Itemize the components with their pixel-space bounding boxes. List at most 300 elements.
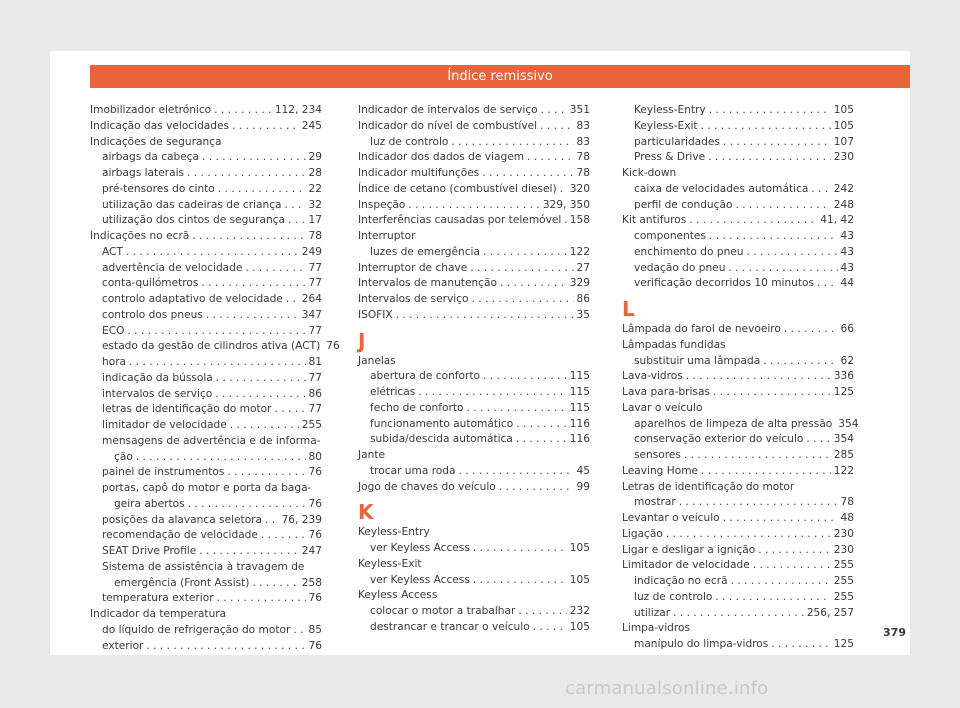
dot-leader: [689, 213, 817, 229]
page-reference: 105: [569, 620, 590, 633]
dot-leader: [817, 276, 837, 292]
page-reference: 17: [308, 214, 322, 227]
dot-leader: [673, 606, 804, 622]
page-reference: 81: [308, 356, 322, 368]
dot-leader: [206, 308, 299, 324]
index-entry: [358, 308, 590, 324]
page-reference: 255: [833, 590, 854, 603]
index-subentry: [358, 464, 590, 480]
page-reference: 77: [308, 403, 322, 416]
entry-label: Kick-down: [622, 167, 677, 179]
entry-label: conta-quilómetros: [102, 277, 199, 290]
index-entry: [90, 103, 322, 119]
dot-leader: [516, 432, 567, 448]
entry-label: Lava para-brisas: [622, 386, 710, 398]
entry-label: Lava-vidros: [622, 370, 683, 383]
index-letter-heading: L: [622, 297, 635, 321]
page-reference: 80: [308, 450, 322, 463]
page-reference: 41, 42: [820, 214, 854, 227]
index-subentry: [622, 590, 854, 606]
entry-label: trocar uma roda: [370, 464, 456, 477]
index-entry: [358, 166, 590, 182]
page-reference: 35: [576, 308, 590, 321]
page-reference: 86: [576, 293, 590, 305]
page-reference: 78: [840, 496, 854, 509]
dot-leader: [715, 590, 830, 606]
dot-leader: [227, 465, 305, 481]
index-entry: [622, 480, 854, 496]
index-subentry: [622, 229, 854, 245]
entry-label: temperatura exterior: [102, 592, 214, 605]
entry-label: Letras de identificação do motor: [622, 480, 795, 493]
entry-label: Imobilizador eletrónico: [90, 104, 212, 116]
index-entry: [358, 276, 590, 292]
entry-label: utilizar: [634, 606, 671, 619]
page-reference: 351: [569, 104, 590, 116]
page-reference: 77: [308, 371, 322, 384]
page-reference: 115: [569, 370, 590, 383]
entry-label: Keyless-Exit: [634, 119, 698, 132]
entry-label: posições da alavanca seletora: [102, 513, 263, 526]
page-reference: 83: [576, 119, 590, 132]
page-reference: 158: [569, 214, 590, 227]
dot-leader: [518, 604, 566, 620]
index-subentry: [90, 261, 322, 277]
dot-leader: [127, 324, 305, 340]
index-subentry: [622, 103, 854, 119]
entry-label: ver Keyless Access: [370, 542, 470, 554]
entry-label: substituir uma lâmpada: [634, 354, 761, 367]
index-subentry: [90, 513, 322, 529]
page-reference: 28: [308, 167, 322, 179]
index-subentry: [90, 245, 322, 261]
entry-label: Keyless-Exit: [358, 557, 422, 570]
entry-label: Indicador de intervalos de serviço: [358, 104, 538, 116]
index-entry: [358, 588, 590, 604]
index-subentry: [90, 450, 322, 466]
index-entry: [622, 385, 854, 401]
dot-leader: [473, 541, 567, 557]
page-reference: 27: [576, 261, 590, 274]
index-entry: [622, 543, 854, 559]
entry-label: controlo dos pneus: [102, 308, 203, 321]
dot-leader: [540, 119, 573, 135]
page-reference: 86: [308, 387, 322, 400]
page-reference: 116: [569, 417, 590, 430]
entry-label: Indicador da temperatura: [90, 608, 227, 620]
entry-label: exterior: [102, 639, 144, 652]
dot-leader: [188, 497, 306, 513]
page-reference: 230: [833, 151, 854, 164]
page-reference: 107: [833, 135, 854, 148]
index-entry: [622, 401, 854, 417]
dot-leader: [230, 418, 299, 434]
page-reference: 43: [840, 261, 854, 274]
dot-leader: [723, 511, 838, 527]
entry-label: geira abertos: [114, 497, 185, 510]
entry-label: do líquido de refrigeração do motor: [102, 623, 291, 636]
index-entry: [622, 621, 854, 637]
dot-leader: [202, 150, 305, 166]
index-subentry: [358, 541, 590, 557]
entry-label: emergência (Front Assist): [114, 576, 250, 589]
entry-label: SEAT Drive Profile: [102, 545, 197, 557]
page-reference: 76: [308, 497, 322, 510]
dot-leader: [187, 166, 305, 182]
entry-label: enchimento do pneu: [634, 245, 744, 258]
page-reference: 105: [569, 573, 590, 586]
index-entry: [90, 119, 322, 135]
entry-label: ACT: [102, 245, 123, 258]
index-subentry: [90, 182, 322, 198]
index-subentry: [622, 574, 854, 590]
page-reference: 77: [308, 324, 322, 337]
page-reference: 125: [833, 386, 854, 398]
index-entry: [90, 229, 322, 245]
index-letter-heading: K: [358, 500, 374, 525]
entry-label: Indicações de segurança: [90, 135, 222, 148]
entry-label: perfil de condução: [634, 198, 733, 211]
entry-label: hora: [102, 356, 127, 368]
page-reference: 77: [308, 261, 322, 274]
dot-leader: [451, 135, 573, 151]
dot-leader: [564, 213, 566, 229]
entry-label: luz de controlo: [370, 135, 449, 148]
entry-label: Janelas: [358, 354, 396, 367]
page-reference: 112, 234: [274, 104, 322, 116]
entry-label: Ligação: [622, 527, 663, 540]
page-reference: 245: [301, 119, 322, 132]
page-reference: 76: [308, 529, 322, 542]
dot-leader: [129, 355, 305, 371]
dot-leader: [214, 103, 272, 119]
entry-label: elétricas: [370, 386, 416, 398]
page-number: 379: [883, 626, 906, 639]
page-reference: 329: [569, 277, 590, 290]
page-reference: 354: [833, 433, 854, 446]
page-reference: 336: [833, 370, 854, 383]
entry-label: abertura de conforto: [370, 370, 481, 383]
dot-leader: [408, 198, 539, 214]
index-entry: [90, 434, 322, 450]
index-column-3: [622, 103, 859, 653]
dot-leader: [684, 448, 831, 464]
dot-leader: [252, 576, 298, 592]
index-entry: [358, 229, 590, 245]
index-subentry: [622, 432, 854, 448]
page-reference: 44: [840, 277, 854, 290]
page-reference: 264: [301, 293, 322, 305]
dot-leader: [285, 198, 306, 214]
entry-label: aparelhos de limpeza de alta pressão: [634, 417, 833, 430]
index-subentry: [90, 418, 322, 434]
dot-leader: [713, 385, 831, 401]
page-reference: 45: [576, 464, 590, 477]
index-entry: [358, 261, 590, 277]
page-reference: 230: [833, 527, 854, 540]
index-entry: [358, 119, 590, 135]
index-entry: [622, 338, 854, 354]
index-entry: [358, 213, 590, 229]
entry-label: limitador de velocidade: [102, 419, 227, 431]
entry-label: caixa de velocidades automática: [634, 182, 809, 195]
index-subentry: [90, 544, 322, 560]
entry-label: Interruptor: [358, 230, 416, 242]
index-subentry: [90, 150, 322, 166]
page-reference: 66: [840, 323, 854, 335]
entry-label: Sistema de assistência à travagem de: [102, 560, 305, 573]
dot-leader: [483, 369, 567, 385]
page-reference: 22: [308, 182, 322, 195]
dot-leader: [735, 198, 830, 214]
index-subentry: [622, 182, 854, 198]
entry-label: Limpa-vidros: [622, 622, 690, 635]
dot-leader: [541, 103, 567, 119]
dot-leader: [499, 480, 574, 496]
index-subentry: [90, 324, 322, 340]
entry-label: conservação exterior do veículo: [634, 433, 804, 446]
entry-label: Intervalos de manutenção: [358, 277, 497, 290]
index-subentry: [90, 371, 322, 387]
dot-leader: [482, 166, 573, 182]
page-reference: 43: [840, 230, 854, 242]
dot-leader: [701, 464, 831, 480]
entry-label: Jogo de chaves do veículo: [358, 480, 496, 493]
index-subentry: [90, 576, 322, 592]
entry-label: Press & Drive: [634, 151, 706, 164]
page-reference: 329, 350: [542, 198, 590, 211]
entry-label: subida/descida automática: [370, 433, 513, 446]
entry-label: intervalos de serviço: [102, 387, 213, 400]
index-subentry: [90, 339, 340, 355]
page-reference: 255: [301, 419, 322, 431]
page-reference: 249: [301, 245, 322, 258]
dot-leader: [560, 182, 567, 198]
page-reference: 247: [301, 545, 322, 557]
index-subentry: [358, 573, 590, 589]
entry-label: colocar o motor a trabalhar: [370, 605, 516, 617]
dot-leader: [473, 573, 567, 589]
dot-leader: [232, 119, 299, 135]
index-subentry: [358, 385, 590, 401]
dot-leader: [471, 292, 573, 308]
entry-label: luzes de emergência: [370, 245, 480, 258]
index-subentry: [622, 150, 854, 166]
entry-label: Intervalos de serviço: [358, 293, 469, 305]
index-entry: [358, 198, 590, 214]
dot-leader: [215, 387, 305, 403]
index-subentry: [90, 497, 322, 513]
entry-label: fecho de conforto: [370, 401, 464, 414]
dot-leader: [731, 574, 831, 590]
entry-label: estado da gestão de cilindros ativa (ACT): [102, 340, 321, 353]
dot-leader: [701, 119, 831, 135]
dot-leader: [466, 401, 566, 417]
index-subentry: [622, 495, 854, 511]
dot-leader: [216, 371, 306, 387]
entry-label: ver Keyless Access: [370, 573, 470, 586]
index-entry: [622, 527, 854, 543]
index-subentry: [622, 198, 854, 214]
entry-label: airbags da cabeça: [102, 151, 200, 164]
page-reference: 230: [833, 543, 854, 556]
dot-leader: [784, 322, 838, 338]
index-entry: [90, 135, 322, 151]
index-subentry: [358, 135, 590, 151]
entry-label: Levantar o veículo: [622, 512, 720, 524]
index-entry: [358, 448, 590, 464]
dot-leader: [771, 637, 830, 653]
dot-leader: [217, 591, 306, 607]
page-reference: 76: [308, 466, 322, 479]
index-subentry: [90, 387, 322, 403]
entry-label: Interruptor de chave: [358, 261, 468, 274]
entry-label: Indicações no ecrã: [90, 230, 190, 242]
index-entry: [622, 322, 854, 338]
index-entry: [358, 525, 590, 541]
entry-label: funcionamento automático: [370, 417, 514, 430]
entry-label: indicação da bússola: [102, 371, 213, 384]
dot-leader: [293, 623, 305, 639]
index-letter-heading: J: [358, 328, 366, 353]
page-reference: 29: [308, 151, 322, 164]
index-subentry: [90, 166, 322, 182]
entry-label: Leaving Home: [622, 464, 699, 477]
page-reference: 83: [576, 135, 590, 148]
dot-leader: [126, 245, 299, 261]
dot-leader: [723, 135, 831, 151]
entry-label: Inspeção: [358, 198, 406, 211]
dot-leader: [261, 528, 306, 544]
page-reference: 77: [308, 277, 322, 290]
dot-leader: [274, 402, 305, 418]
entry-label: Interferências causadas por telemóvel: [358, 214, 562, 227]
dot-leader: [708, 150, 831, 166]
index-subentry: [90, 198, 322, 214]
entry-label: utilização das cadeiras de criança: [102, 198, 282, 211]
dot-leader: [811, 182, 830, 198]
dot-leader: [286, 292, 299, 308]
dot-leader: [516, 417, 567, 433]
dot-leader: [500, 276, 567, 292]
entry-label: ção: [114, 450, 133, 463]
index-subentry: [358, 432, 590, 448]
entry-label: manípulo do limpa-vidros: [634, 638, 769, 650]
index-entry: [358, 292, 590, 308]
page-reference: 76: [308, 639, 322, 652]
entry-label: sensores: [634, 449, 681, 461]
dot-leader: [265, 513, 279, 529]
dot-leader: [686, 369, 831, 385]
page-reference: 105: [833, 119, 854, 132]
dot-leader: [245, 261, 305, 277]
index-entry: [358, 103, 590, 119]
page-reference: 78: [576, 167, 590, 179]
entry-label: Indicador dos dados de viagem: [358, 151, 525, 164]
entry-label: pré-tensores do cinto: [102, 182, 215, 195]
page-reference: 285: [833, 449, 854, 461]
entry-label: painel de instrumentos: [102, 466, 225, 479]
dot-leader: [201, 276, 305, 292]
entry-label: recomendação de velocidade: [102, 529, 258, 542]
entry-label: advertência de velocidade: [102, 261, 243, 274]
page-reference: 78: [576, 151, 590, 164]
page-reference: 258: [301, 576, 322, 589]
entry-label: particularidades: [634, 135, 720, 148]
page-reference: 242: [833, 182, 854, 195]
entry-label: indicação no ecrã: [634, 575, 728, 587]
entry-label: Índice de cetano (combustível diesel): [358, 182, 557, 195]
index-subentry: [90, 276, 322, 292]
section-header: Índice remissivo: [90, 65, 910, 88]
page-reference: 347: [301, 308, 322, 321]
entry-label: Limitador de velocidade: [622, 559, 750, 572]
page-reference: 256, 257: [806, 606, 854, 619]
entry-label: Keyless Access: [358, 589, 438, 602]
dot-leader: [483, 245, 567, 261]
page-reference: 76: [326, 340, 340, 353]
index-subentry: [358, 604, 590, 620]
page-reference: 255: [833, 575, 854, 587]
page-reference: 320: [569, 182, 590, 195]
entry-label: letras de identificação do motor: [102, 403, 272, 416]
index-subentry: [622, 606, 854, 622]
entry-label: Ligar e desligar a ignição: [622, 543, 756, 556]
index-subentry: [358, 417, 590, 433]
index-entry: [622, 464, 854, 480]
index-entry: [358, 150, 590, 166]
index-subentry: [622, 637, 854, 653]
page-reference: 116: [569, 433, 590, 446]
index-subentry: [90, 465, 322, 481]
dot-leader: [199, 544, 299, 560]
index-subentry: [622, 119, 854, 135]
dot-leader: [728, 261, 837, 277]
index-subentry: [622, 245, 854, 261]
page-reference: 99: [576, 480, 590, 493]
index-subentry: [358, 401, 590, 417]
entry-label: utilização dos cintos de segurança: [102, 214, 285, 227]
dot-leader: [709, 229, 838, 245]
page-reference: 255: [833, 559, 854, 572]
index-entry: [358, 557, 590, 573]
page-reference: 105: [569, 542, 590, 554]
dot-leader: [192, 229, 305, 245]
watermark-text: carmanualsonline.info: [565, 678, 769, 699]
entry-label: componentes: [634, 230, 706, 242]
dot-leader: [288, 213, 306, 229]
dot-leader: [470, 261, 573, 277]
entry-label: controlo adaptativo de velocidade: [102, 293, 283, 305]
page-reference: 125: [833, 638, 854, 650]
entry-label: Jante: [358, 449, 386, 461]
dot-leader: [758, 543, 831, 559]
index-subentry: [622, 448, 854, 464]
index-subentry: [90, 623, 322, 639]
index-subentry: [358, 369, 590, 385]
index-subentry: [90, 402, 322, 418]
dot-leader: [763, 354, 837, 370]
index-subentry: [622, 135, 854, 151]
entry-label: Keyless-Entry: [358, 526, 430, 539]
page-reference: 76: [308, 592, 322, 605]
entry-label: luz de controlo: [634, 590, 713, 603]
index-page: [50, 51, 910, 655]
page-reference: 122: [569, 245, 590, 258]
dot-leader: [753, 558, 831, 574]
index-entry: [622, 558, 854, 574]
dot-leader: [396, 308, 574, 324]
